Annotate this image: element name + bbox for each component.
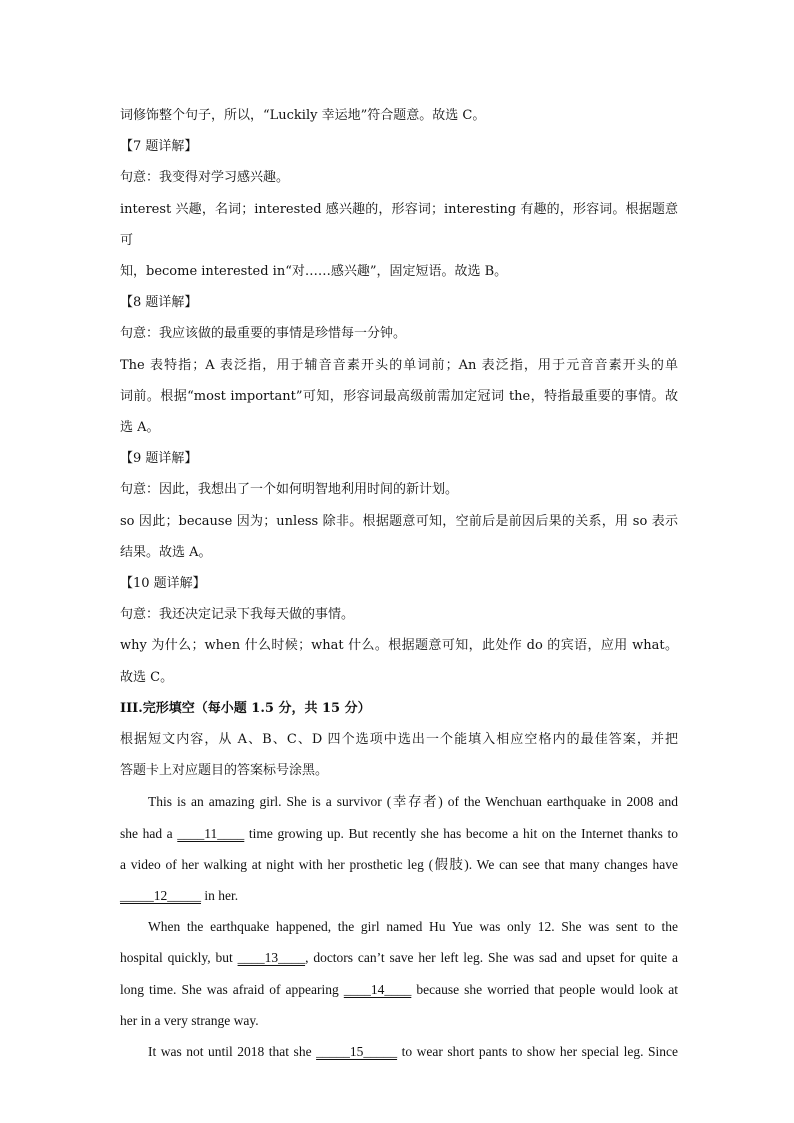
passage-text: she had a bbox=[120, 825, 178, 841]
passage-line bbox=[120, 818, 678, 849]
passage-text: This is an amazing girl. She is a survivor (幸存者) of the Wenchuan earthquake in 2008 and bbox=[148, 794, 678, 810]
text-line: why 为什么；when 什么时候；what 什么。根据题意可知，此处作 do 的宾语，应用 what。 bbox=[120, 638, 678, 654]
passage-text: in her. bbox=[201, 888, 239, 904]
text-line: The 表特指；A 表泛指，用于辅音音素开头的单词前；An 表泛指，用于元音音素开头的单 bbox=[120, 357, 678, 373]
passage-line bbox=[120, 1005, 678, 1036]
passage-text: time growing up. But recently she has become a hit on the Internet thanks to bbox=[244, 825, 678, 841]
text-line: 根据短文内容，从 A、B、C、D 四个选项中选出一个能填入相应空格内的最佳答案，并把 bbox=[120, 732, 678, 748]
section-heading: 【10 题详解】 bbox=[120, 576, 206, 592]
passage-text: , doctors can’t save her left leg. She was sad and upset for quite a bbox=[305, 950, 678, 966]
passage-line bbox=[120, 974, 678, 1005]
passage-text: a video of her walking at night with her prosthetic leg (假肢). We can see that many changes have bbox=[120, 856, 678, 872]
text-line: interest 兴趣，名词；interested 感兴趣的，形容词；interesting 有趣的，形容词。根据题意可 bbox=[120, 201, 678, 248]
passage-text: long time. She was afraid of appearing bbox=[120, 981, 344, 997]
text-line: 词前。根据“most important”可知，形容词最高级前需加定冠词 the，特指最重要的事情。故 bbox=[120, 388, 678, 404]
text-line: so 因此；because 因为；unless 除非。根据题意可知，空前后是前因后果的关系，用 so 表示 bbox=[120, 513, 678, 529]
passage-line bbox=[120, 911, 678, 942]
passage-line bbox=[120, 786, 678, 817]
answer-blank: _____12_____ bbox=[120, 888, 201, 904]
part-title: III.完形填空（每小题 1.5 分，共 15 分） bbox=[120, 700, 371, 716]
section-heading: 【8 题详解】 bbox=[120, 295, 198, 311]
passage-text: It was not until 2018 that she bbox=[148, 1044, 317, 1060]
passage-text: hospital quickly, but bbox=[120, 950, 238, 966]
passage-text: to wear short pants to show her special leg. Since bbox=[397, 1044, 679, 1060]
passage-text: because she worried that people would look at bbox=[411, 981, 679, 997]
passage-line bbox=[120, 880, 678, 911]
text-line: 句意：我变得对学习感兴趣。 bbox=[120, 170, 290, 186]
text-line: 答题卡上对应题目的答案标号涂黑。 bbox=[120, 763, 329, 779]
passage-line bbox=[120, 942, 678, 973]
passage-text: her in a very strange way. bbox=[120, 1012, 259, 1028]
section-heading: 【9 题详解】 bbox=[120, 451, 198, 467]
text-line: 句意：因此，我想出了一个如何明智地利用时间的新计划。 bbox=[120, 482, 459, 498]
passage-line bbox=[120, 849, 678, 880]
answer-blank: ____11____ bbox=[177, 825, 245, 841]
passage-text: When the earthquake happened, the girl named Hu Yue was only 12. She was sent to the bbox=[148, 919, 678, 935]
passage-line bbox=[120, 1036, 678, 1067]
text-line: 词修饰整个句子，所以，“Luckily 幸运地”符合题意。故选 C。 bbox=[120, 108, 486, 123]
text-line: 故选 C。 bbox=[120, 669, 174, 685]
answer-blank: ____13____ bbox=[237, 950, 306, 966]
text-line: 结果。故选 A。 bbox=[120, 544, 212, 560]
answer-blank: ____14____ bbox=[343, 981, 412, 997]
section-heading: 【7 题详解】 bbox=[120, 139, 198, 155]
text-line: 知，become interested in“对……感兴趣”，固定短语。故选 B。 bbox=[120, 264, 508, 280]
text-line: 句意：我应该做的最重要的事情是珍惜每一分钟。 bbox=[120, 326, 407, 342]
text-line: 选 A。 bbox=[120, 420, 160, 436]
answer-blank: _____15_____ bbox=[316, 1044, 398, 1060]
text-line: 句意：我还决定记录下我每天做的事情。 bbox=[120, 607, 355, 623]
page-body bbox=[120, 100, 678, 1067]
